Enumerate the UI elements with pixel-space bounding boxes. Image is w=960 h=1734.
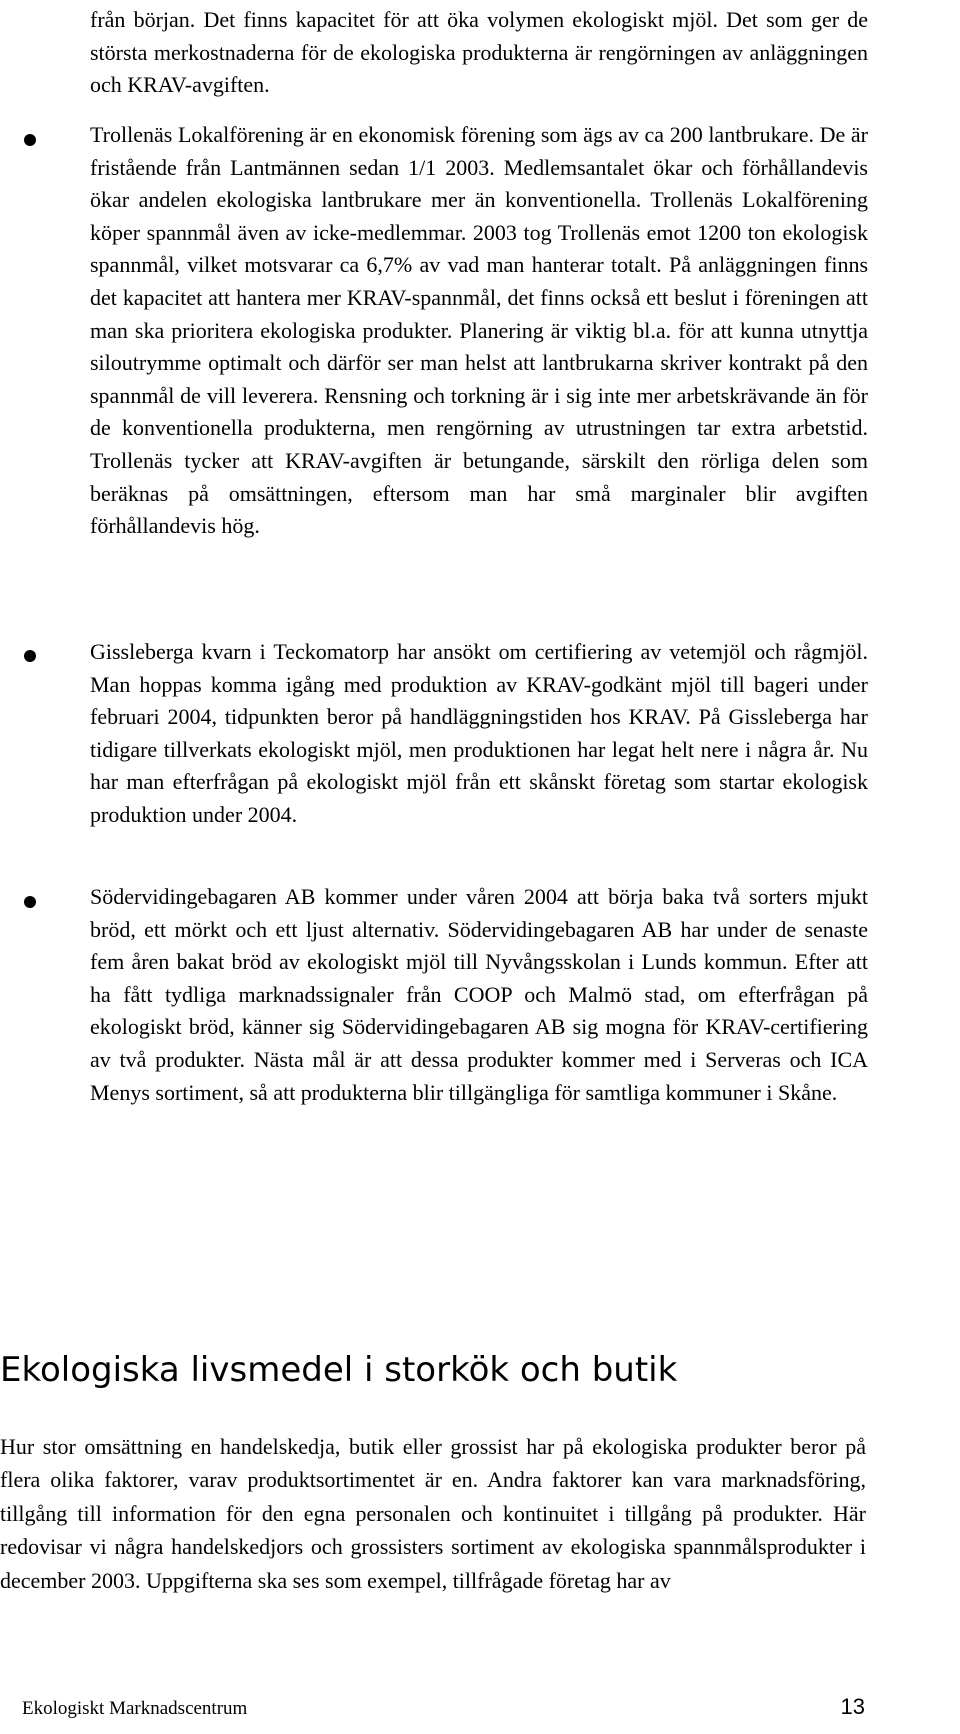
section-heading: Ekologiska livsmedel i storkök och butik <box>0 1350 678 1390</box>
page-number: 13 <box>840 1694 865 1719</box>
gissleberga-paragraph: Gissleberga kvarn i Teckomatorp har ansökt om certifiering av vetemjöl och rågmjöl. Man hoppas komma igång med produktion av KRAV-godkänt mjöl till bageri under februari 2004, tidpunkten beror på handläggningstiden hos KRAV. På Gissleberga har tidigare tillverkats ekologiskt mjöl, men produktionen har legat helt nere i några år. Nu har man efterfrågan på ekologiskt mjöl från ett skånskt företag som startar ekologisk produktion under 2004. <box>90 639 868 827</box>
footer-organization: Ekologiskt Marknadscentrum <box>22 1698 248 1719</box>
intro-paragraph: från början. Det finns kapacitet för att öka volymen ekologiskt mjöl. Det som ger de största merkostnaderna för de ekologiska produkterna är rengörningen av anläggningen och KRAV-avgiften. <box>90 7 868 98</box>
bullet-icon <box>24 896 36 908</box>
trollenas-paragraph: Trollenäs Lokalförening är en ekonomisk förening som ägs av ca 200 lantbrukare. De är fristående från Lantmännen sedan 1/1 2003. Medlemsantalet ökar och förhållandevis ökar andelen ekologiska lantbrukare mer än konventionella. Trollenäs Lokalförening köper spannmål även av icke-medlemmar. 2003 tog Trollenäs emot 1200 ton ekologisk spannmål, vilket motsvarar ca 6,7% av vad man hanterar totalt. På anläggningen finns det kapacitet att hantera mer KRAV-spannmål, det finns också ett beslut i föreningen att man ska prioritera ekologiska produkter. Planering är viktig bl.a. för att kunna utnyttja siloutrymme optimalt och därför ser man helst att lantbrukarna skriver kontrakt på den spannmål de vill leverera. Rensning och torkning är i sig inte mer arbetskrävande än för de konventionella produkterna, men rengörning av utrustningen tar extra arbetstid. Trollenäs tycker att KRAV-avgiften är betungande, särskilt den rörliga delen som beräknas på omsättningen, eftersom man har små marginaler blir avgiften förhållandevis hög. <box>90 122 868 539</box>
bullet-icon <box>24 134 36 146</box>
sodervidinge-paragraph: Södervidingebagaren AB kommer under våren 2004 att börja baka två sorters mjukt bröd, ett mörkt och ett ljust alternativ. Södervidingebagaren AB har under de senaste fem åren bakat bröd av ekologiskt mjöl till Nyvångsskolan i Lunds kommun. Efter att ha fått tydliga marknadssignaler från COOP och Malmö stad, om efterfrågan på ekologiskt bröd, känner sig Södervidingebagaren AB sig mogna för KRAV-certifiering av två produkter. Nästa mål är att dessa produkter kommer med i Serveras och ICA Menys sortiment, så att produkterna blir tillgängliga för samtliga kommuner i Skåne. <box>90 884 868 1105</box>
bullet-icon <box>24 650 36 662</box>
section-body-paragraph: Hur stor omsättning en handelskedja, butik eller grossist har på ekologiska produkter beror på flera olika faktorer, varav produktsortimentet är en. Andra faktorer kan vara marknadsföring, tillgång till information för den egna personalen och kontinuitet i tillgång på produkter. Här redovisar vi några handelskedjors och grossisters sortiment av ekologiska spannmålsprodukter i december 2003. Uppgifterna ska ses som exempel, tillfrågade företag har av <box>0 1434 866 1593</box>
